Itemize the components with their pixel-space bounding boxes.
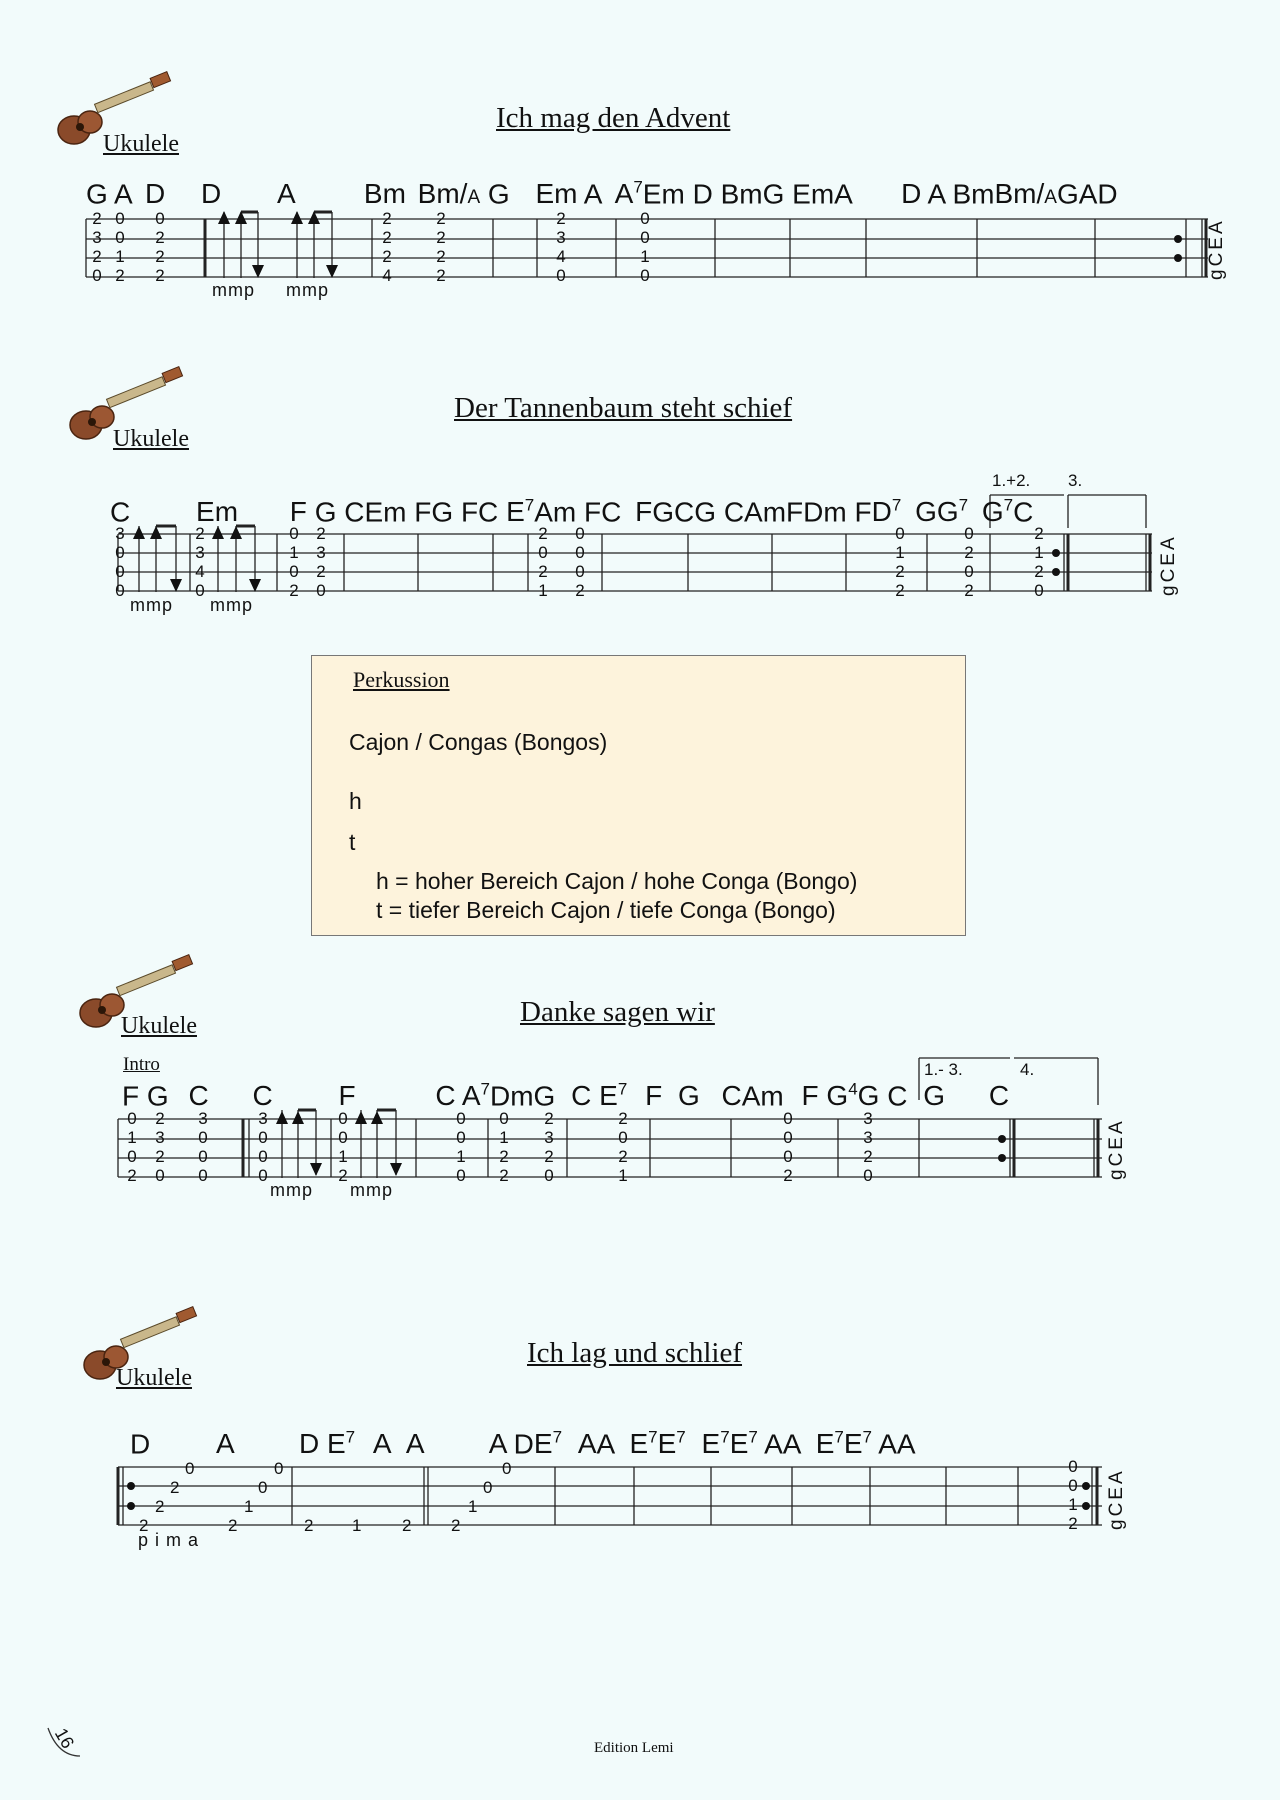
instrument-label: Ukulele [121,1013,197,1039]
chord: A [405,1428,423,1460]
intro-label: Intro [123,1054,160,1075]
chord: F [584,496,602,528]
chord: Am [741,1080,784,1112]
chord: C [344,496,365,528]
chord: C [988,1080,1010,1112]
volta-label: 3. [1068,471,1083,490]
chord: Em [642,178,685,210]
chord: A [782,1428,800,1460]
legend-high: h = hoher Bereich Cajon / hohe Conga (Bongo) [376,868,858,894]
percussion-box [311,655,966,936]
tab-column: 2 2 2 4 [382,209,392,285]
svg-text:2: 2 [170,1478,180,1497]
chord: A [488,1428,506,1460]
chord: D [200,178,222,210]
chord: D [144,178,166,210]
song-title: Ich mag den Advent [496,102,731,134]
tab-column: 3 0 0 0 [198,1109,208,1185]
strum-pattern: mmp [270,1180,313,1200]
volta-label: 4. [1020,1060,1035,1079]
chord: C [571,1080,592,1112]
svg-text:2: 2 [228,1516,238,1535]
song-title: Danke sagen wir [520,996,715,1028]
page-number: 16 [50,1724,79,1752]
chord: F [854,496,872,528]
strum-pattern: mmp [286,280,329,300]
chord: A [927,178,945,210]
chord: F [801,1080,819,1112]
chord: F [414,496,432,528]
tab-column: 0 0 1 2 [1068,1457,1078,1533]
tab-column: 0 0 0 2 [575,524,585,600]
svg-text:0: 0 [185,1459,195,1478]
tab-column: 2 0 2 1 [538,524,548,600]
svg-text:0: 0 [258,1478,268,1497]
svg-text:0: 0 [483,1478,493,1497]
chord: A [896,1428,916,1460]
chord: Em [364,496,407,528]
chord: G [677,1080,700,1112]
chord: F [122,1080,140,1112]
chord: G [762,178,785,210]
svg-text:0: 0 [502,1459,512,1478]
svg-text:1: 1 [468,1497,478,1516]
chord: F [338,1080,356,1112]
strum-pattern: mmp [350,1180,393,1200]
chord: G [314,496,337,528]
chord: A [114,178,132,210]
instrument-label: Ukulele [113,426,189,452]
chord: Dm [803,496,847,528]
chord: A [276,178,295,210]
chord: C [252,1080,273,1112]
strum-arrows-1 [218,211,1182,278]
chord: F [645,1080,663,1112]
tab-column: 0 1 0 2 [289,524,299,600]
chord: G [1056,178,1079,210]
finger-pattern: p i m a [138,1530,200,1550]
chord: C [110,496,131,528]
chord: A [596,1428,614,1460]
chord: A [878,1428,897,1460]
fingerpick-notes-4 [139,1459,511,1535]
svg-text:1: 1 [352,1516,362,1535]
chord: C [1013,496,1034,528]
song-title: Ich lag und schlief [527,1337,743,1369]
chord: G [915,496,937,528]
tab-column: 0 0 1 0 [456,1109,466,1185]
chord: C [601,496,622,528]
chord: Bm [952,178,995,210]
chord: A [577,1428,597,1460]
tab-column: 2 0 2 1 [618,1109,628,1185]
chord: G [146,1080,169,1112]
instrument-label: Ukulele [103,131,179,157]
svg-text:2: 2 [402,1516,412,1535]
chord: G [431,496,454,528]
tuning-label: gCEA [1206,218,1227,280]
chord: G [487,178,510,210]
tuning-label: gCEA [1158,534,1179,596]
tab-column: 0 1 2 2 [895,524,905,600]
tab-column: 2 3 2 0 [155,1109,165,1185]
chord: C [188,1080,209,1112]
chord: C [674,496,695,528]
svg-text:2: 2 [139,1516,149,1535]
tab-column: 0 1 2 2 [499,1109,509,1185]
chord-row: G A D D A Bm Bm/A G Em A $A^7Em$ D BmG EmA D A BmBm/AGAD [86,178,1118,210]
tuning-label: gCEA [1106,1118,1127,1180]
tab-column: 2 3 2 0 [92,209,102,285]
tab-column: 2 2 2 2 [436,209,446,285]
chord: Am [534,496,577,528]
chord: A [372,1428,391,1460]
tab-column: 2 1 2 0 [1034,524,1044,600]
chord: G [86,178,108,210]
tuning-label: gCEA [1106,1468,1127,1530]
chord: D [1097,178,1118,210]
strum-pattern: mmp [212,280,255,300]
tab-column: 2 3 4 0 [556,209,566,285]
song-title: Der Tannenbaum steht schief [454,392,793,424]
chord: D [513,1428,534,1460]
row-label-high: h [349,788,362,814]
chord: F [635,496,653,528]
row-label-low: t [349,829,356,855]
volta-label: 1.+2. [992,471,1031,490]
tab-column: 2 3 2 0 [544,1109,554,1185]
chord: D [298,1428,320,1460]
tab-column: 0 0 0 2 [783,1109,793,1185]
chord: Bm [363,178,406,210]
tab-column: 2 3 4 0 [195,524,205,600]
chord: Em [535,178,578,210]
strum-arrows-3 [276,1111,1006,1176]
tab-column: 0 2 0 2 [964,524,974,600]
chord: D [130,1428,151,1460]
tab-column: 2 3 2 0 [316,524,326,600]
chord: D [901,178,922,210]
svg-text:2: 2 [304,1516,314,1535]
chord: A [216,1428,234,1460]
chord-row: C Em F G CEm FG FC $E^7Am$ FC FGCG CAmFDm $FD^7$ $GG^7$ $G^7C$ [110,496,1034,528]
publisher: Edition Lemi [594,1740,674,1756]
chord: G [652,496,675,528]
percussion-label: Perkussion [353,667,450,692]
chord: Dm [490,1080,534,1112]
chord: Em [792,178,835,210]
chord: C [721,1080,742,1112]
tab-column: 3 3 2 0 [863,1109,873,1185]
tab-column: 3 0 0 0 [115,524,125,600]
tab-column: 0 2 2 2 [155,209,165,285]
percussion-subtitle: Cajon / Congas (Bongos) [349,729,608,755]
svg-text:2: 2 [451,1516,461,1535]
tab-column: 0 0 1 0 [640,209,650,285]
chord: A [764,1428,783,1460]
instrument-label: Ukulele [116,1365,192,1391]
chord-row: D A D $E^7$ A A A $DE^7$ AA $E^7E^7$ $E^7E^7$ AA $E^7E^7$ AA [130,1428,916,1460]
tab-column: 0 0 1 2 [115,209,125,285]
chord: G [694,496,717,528]
chord: A [1078,178,1098,210]
legend-low: t = tiefer Bereich Cajon / tiefe Conga (Bongo) [376,897,836,923]
chord: F [460,496,479,528]
chord: Bm [720,178,763,210]
strum-arrows-2 [133,526,1060,592]
tab-column: 0 1 0 2 [127,1109,137,1185]
strum-pattern: mmp [210,595,253,615]
chord-row: F G C C F C $A^7DmG$ C $E^7$ F G CAm F $G^4G$ C G C [122,1080,1010,1112]
chord: F [786,496,804,528]
chord: A [834,178,852,210]
chord: Em [196,496,239,528]
chord: C [478,496,499,528]
chord: D [692,178,713,210]
svg-text:1: 1 [244,1497,254,1516]
svg-text:2: 2 [155,1497,165,1516]
volta-label: 1.- 3. [924,1060,963,1079]
chord: G [533,1080,556,1112]
chord: F [289,496,307,528]
chord: Am [744,496,787,528]
chord: C [887,1080,908,1112]
chord: A [583,178,601,210]
chord: G [923,1080,946,1112]
strum-pattern: mmp [130,595,173,615]
chord: C [723,496,745,528]
tab-column: 3 0 0 0 [258,1109,268,1185]
chord: C [435,1080,456,1112]
tab-column: 0 0 1 2 [338,1109,348,1185]
svg-text:0: 0 [274,1459,284,1478]
